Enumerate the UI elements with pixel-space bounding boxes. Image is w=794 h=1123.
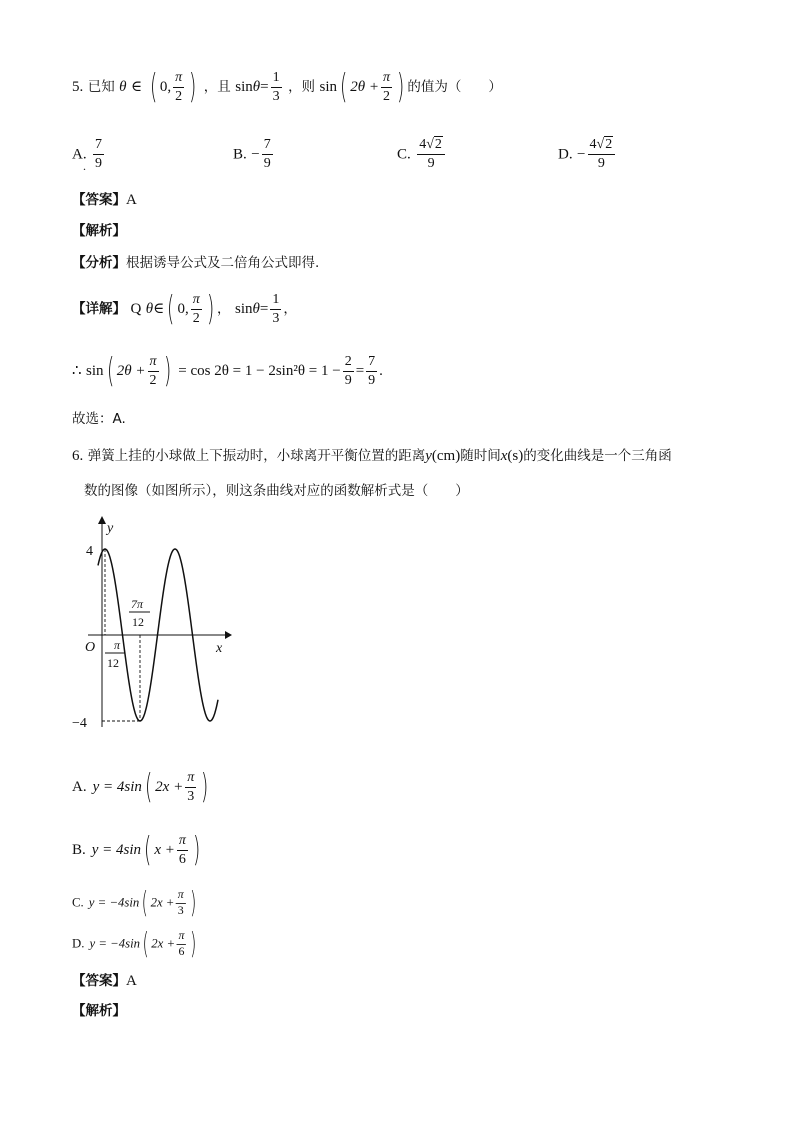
frac-den: 9 [95, 156, 103, 171]
fenxi-text: 根据诱导公式及二倍角公式即得. [126, 255, 320, 271]
option-label: D. [558, 146, 573, 163]
option-fraction [185, 771, 196, 804]
q6-option-d [72, 927, 199, 961]
theta-symbol: θ [119, 79, 127, 95]
q6-stem-line-1 [72, 449, 672, 464]
q5-text-3: ，则 [288, 79, 316, 95]
q5-option-c [397, 138, 447, 171]
frac-den: 2 [149, 372, 157, 388]
fenxi-tag: 【分析】 [72, 255, 126, 271]
q5-arg: 2θ + [116, 363, 146, 379]
theta-symbol: θ [145, 301, 154, 317]
left-paren: ( [340, 67, 348, 107]
option-arg: 2x + [155, 779, 184, 795]
tick-7pi-12-den: 12 [132, 615, 144, 629]
option-lhs: y = −4sin [88, 896, 140, 910]
q6-option-b [72, 830, 203, 870]
theta-symbol: θ [252, 301, 260, 317]
q5-option-d [558, 138, 617, 171]
fraction-pi-over-2 [381, 71, 392, 104]
comma: ， [217, 301, 231, 317]
fraction-2-over-9 [343, 355, 354, 388]
frac-num: π [177, 834, 188, 851]
tick-pi-12-num: π [114, 638, 121, 652]
frac-num: π [148, 355, 159, 372]
sin-func: sin [235, 79, 253, 95]
interval-start: 0, [159, 79, 172, 95]
frac-num: π [176, 889, 185, 903]
q5-text-2: ，且 [203, 79, 231, 95]
q6-stem-line-2: 数的图像（如图所示），则这条曲线对应的函数解析式是（ ） [84, 483, 469, 499]
y-axis-label: y [107, 521, 114, 536]
q5-text-4: 的值为（ ） [407, 79, 502, 95]
q6-number: 6. [72, 448, 84, 464]
derivation-chain: = cos 2θ = 1 − 2sin²θ = 1 − [178, 363, 341, 379]
tick-pi-12-den: 12 [107, 656, 119, 670]
left-paren: ( [144, 830, 152, 870]
frac-num: 1 [271, 71, 282, 88]
q5-option-b [233, 138, 275, 171]
frac-den: 2 [383, 88, 391, 104]
option-fraction [176, 889, 185, 917]
origin-label: O [85, 640, 96, 655]
minus-sign: − [251, 146, 260, 163]
right-paren: ) [201, 767, 209, 807]
q6-text-1: 弹簧上挂的小球做上下振动时，小球离开平衡位置的距离 [87, 448, 426, 464]
theta-symbol: θ [252, 79, 261, 95]
frac-den: 6 [178, 851, 186, 867]
option-label: B. [233, 146, 247, 163]
option-a-dot: . [83, 159, 86, 173]
frac-num: 4√2 [417, 138, 445, 155]
fraction-pi-over-2 [173, 71, 184, 104]
option-label: A. [72, 779, 87, 795]
right-paren: ) [518, 448, 524, 464]
frac-num: π [177, 930, 186, 944]
frac-den: 9 [368, 372, 376, 388]
coef: 4 [589, 137, 597, 152]
sin-func: sin [86, 363, 104, 379]
option-fraction [177, 930, 186, 958]
left-paren: ( [507, 448, 513, 464]
frac-den: 9 [344, 372, 352, 388]
option-label: D. [72, 937, 85, 951]
right-paren: ) [206, 289, 215, 329]
frac-num: 7 [366, 355, 377, 372]
answer-value: A [126, 973, 137, 989]
frac-den: 3 [187, 788, 195, 804]
element-of-symbol: ∈ [153, 301, 165, 317]
frac-den: 2 [175, 88, 183, 104]
var-y: y [425, 448, 432, 464]
option-label: C. [72, 896, 84, 910]
right-paren: ) [192, 830, 201, 870]
q5-derivation [72, 351, 383, 391]
coef: 4 [419, 137, 427, 152]
q6-answer [72, 974, 137, 989]
answer-value: A [126, 192, 137, 208]
right-paren: ) [190, 927, 197, 961]
answer-tag: 【答案】 [72, 973, 126, 989]
option-value [93, 138, 104, 171]
because-symbol: Q [130, 301, 142, 317]
q5-option-a [72, 138, 106, 171]
left-paren: ( [144, 767, 153, 807]
left-paren: ( [431, 448, 437, 464]
unit-cm: cm [436, 448, 456, 464]
q5-fenxi [72, 256, 319, 271]
left-paren: ( [142, 927, 149, 961]
q6-option-c [72, 886, 198, 920]
radicand: 2 [605, 137, 613, 152]
x-axis-label: x [216, 641, 223, 656]
frac-num: π [173, 71, 184, 88]
option-arg: 2x + [150, 896, 175, 910]
therefore-symbol: ∴ [72, 363, 82, 379]
q5-answer [72, 193, 137, 208]
sin-func: sin [234, 301, 253, 317]
unit-s: s [512, 448, 519, 464]
var-x: x [500, 448, 508, 464]
frac-num: 2 [343, 355, 354, 372]
q5-arg: 2θ + [350, 79, 380, 95]
element-of-symbol: ∈ [130, 79, 143, 95]
right-paren: ) [163, 351, 171, 391]
option-value [262, 138, 273, 171]
fraction-1-over-3 [270, 293, 281, 326]
frac-den: 3 [272, 88, 280, 104]
q5-number: 5. [72, 79, 84, 95]
tick-7pi-12-num: 7π [131, 597, 144, 611]
frac-num: 1 [270, 293, 281, 310]
equals: = [259, 301, 269, 317]
q5-detail [72, 289, 297, 329]
right-paren: ) [189, 67, 197, 107]
fraction-1-over-3 [271, 71, 282, 104]
option-lhs: y = 4sin [92, 779, 142, 795]
q5-text-1: 已知 [87, 79, 115, 95]
frac-num: 4√2 [588, 138, 616, 155]
q5-conclusion: 故选：A. [72, 411, 126, 427]
right-paren: ) [455, 448, 461, 464]
frac-num: π [191, 293, 202, 310]
option-arg: x + [154, 842, 175, 858]
equals: = [355, 363, 365, 379]
left-paren: ( [141, 886, 149, 920]
radicand: 2 [434, 137, 442, 152]
right-paren: ) [397, 67, 405, 107]
fraction-pi-over-2 [148, 355, 159, 388]
max-label: 4 [86, 544, 93, 559]
frac-den: 9 [597, 156, 605, 171]
frac-den: 2 [192, 310, 200, 326]
option-label: B. [72, 842, 86, 858]
minus-sign: − [577, 146, 586, 163]
frac-den: 3 [177, 904, 184, 918]
detail-tag: 【详解】 [72, 301, 126, 317]
frac-den: 3 [272, 310, 280, 326]
fraction-pi-over-2 [191, 293, 202, 326]
left-paren: ( [106, 351, 114, 391]
frac-den: 6 [178, 945, 185, 959]
frac-num: π [185, 771, 196, 788]
left-paren: ( [167, 289, 175, 329]
option-value [417, 138, 445, 171]
graph-layer [88, 516, 232, 727]
frac-den: 9 [427, 156, 435, 171]
y-axis-arrow [98, 516, 106, 524]
option-arg: 2x + [151, 937, 176, 951]
option-lhs: y = 4sin [91, 842, 142, 858]
frac-num: 7 [262, 138, 273, 155]
frac-den: 9 [263, 156, 271, 171]
right-paren: ) [189, 886, 196, 920]
left-paren: ( [149, 67, 157, 107]
q6-text-3: 的变化曲线是一个三角函 [523, 448, 672, 464]
min-label: −4 [72, 716, 87, 731]
fraction-7-over-9 [366, 355, 377, 388]
q6-option-a [72, 767, 211, 807]
q6-text-2: 随时间 [460, 448, 501, 464]
sine-graph [70, 512, 240, 732]
option-label: C. [397, 146, 411, 163]
sin-func: sin [319, 79, 338, 95]
option-fraction [177, 834, 188, 867]
x-axis-arrow [225, 631, 232, 639]
comma: ， [283, 301, 297, 317]
equals: = [260, 79, 269, 95]
q5-analysis-tag: 【解析】 [72, 223, 126, 239]
frac-num: 7 [93, 138, 104, 155]
option-value [588, 138, 616, 171]
period: . [379, 363, 383, 379]
answer-tag: 【答案】 [72, 192, 126, 208]
interval-start: 0, [177, 301, 189, 317]
option-lhs: y = −4sin [89, 937, 141, 951]
frac-num: π [381, 71, 392, 88]
q5-stem [72, 67, 502, 107]
q6-analysis-tag: 【解析】 [72, 1003, 126, 1019]
option-label: A. [72, 146, 87, 163]
